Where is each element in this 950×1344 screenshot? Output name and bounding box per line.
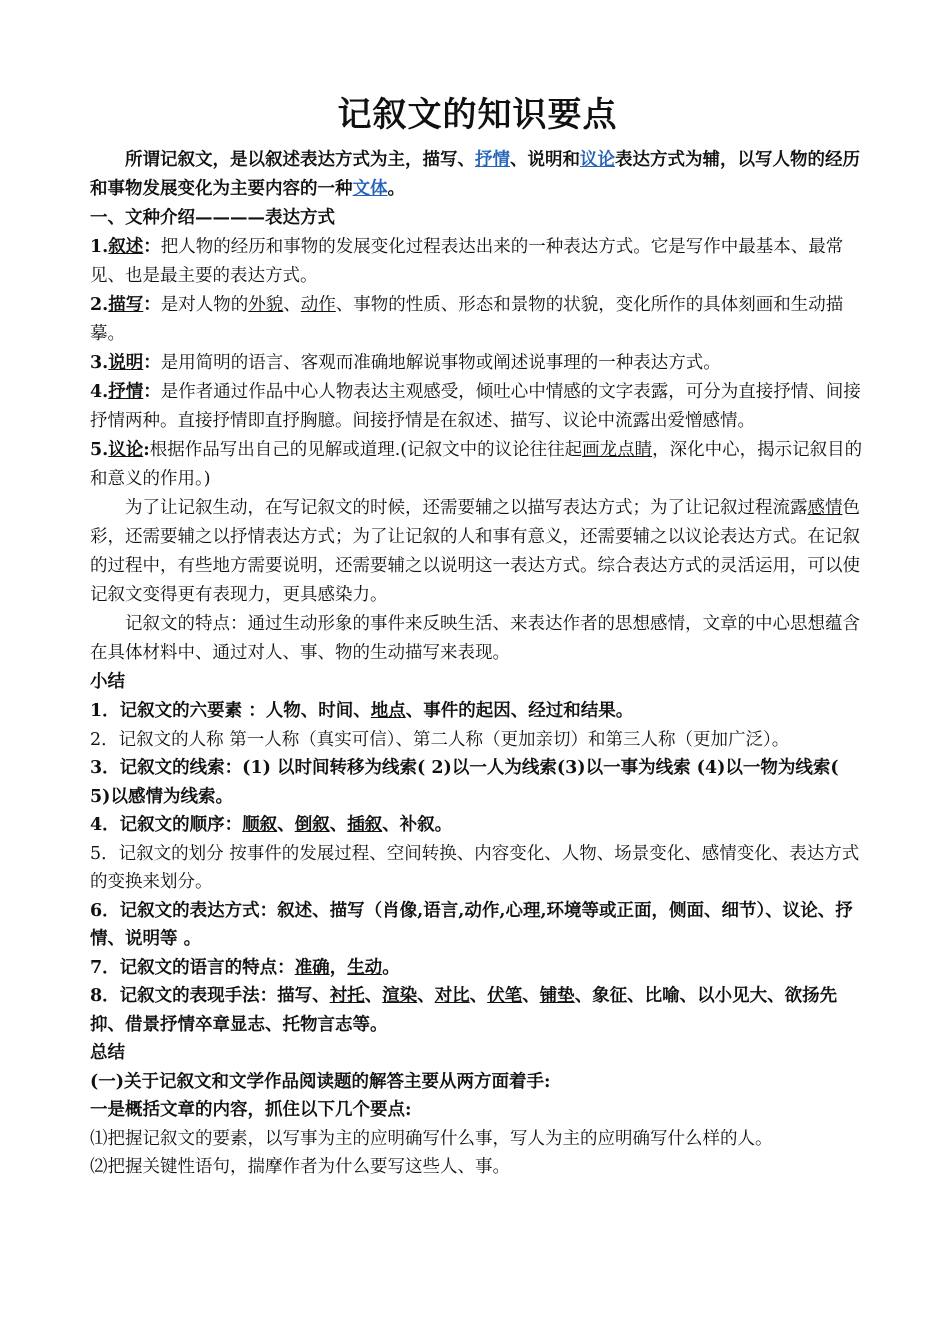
item-text: 是作者通过作品中心人物表达主观感受，倾吐心中情感的文字表露，可分为直接抒情、间接抒情两种。直接抒情即直抒胸臆。间接抒情是在叙述、描写、议论中流露出爱憎感情。 xyxy=(90,382,861,431)
underlined-term: 插叙 xyxy=(347,815,383,835)
summary-item: 6．记叙文的表达方式：叙述、描写（肖像,语言,动作,心理,环境等或正面，侧面、细节）、议论、抒情、说明等 。 xyxy=(90,900,853,949)
summary-text: 、事件的起因、经过和结果。 xyxy=(405,701,634,721)
item-colon: ： xyxy=(143,295,161,315)
summary-text: 、 xyxy=(522,986,540,1006)
underlined-term: 对比 xyxy=(434,986,470,1006)
conclusion-item: ⑵把握关键性语句，揣摩作者为什么要写这些人、事。 xyxy=(90,1157,510,1177)
summary-text: 、补叙。 xyxy=(382,815,453,835)
paragraph-text: 色彩，还需要辅之以抒情表达方式；为了让记叙的人和事有意义，还需要辅之以议论表达方式。在记叙的过程中，有些地方需要说明，还需要辅之以说明这一表达方式。综合表达方式的灵活运用，可以使记叙文变得更有表现力，更具感染力。 xyxy=(90,498,860,605)
underlined-term: 渲染 xyxy=(382,986,418,1006)
item-text: 、事物的性质、形态和景物的状貌，变化所作的具体刻画和生动描摹。 xyxy=(90,295,844,344)
item-colon: : xyxy=(143,440,150,460)
intro-text: 。 xyxy=(387,179,405,199)
section-heading: 一、文种介绍————表达方式 xyxy=(90,208,335,228)
summary-item: 5．记叙文的划分 按事件的发展过程、空间转换、内容变化、人物、场景变化、感情变化、表达方式的变换来划分。 xyxy=(90,843,860,892)
item-text: 是用简明的语言、客观而准确地解说事物或阐述说事理的一种表达方式。 xyxy=(160,353,721,373)
link-yilun[interactable]: 议论 xyxy=(580,150,615,170)
intro-text: 所谓记叙文，是以叙述表达方式为主，描写、 xyxy=(125,150,475,170)
underlined-term: 画龙点睛 xyxy=(582,440,653,460)
underlined-term: 衬托 xyxy=(329,986,365,1006)
summary-text: 4．记叙文的顺序： xyxy=(90,815,243,835)
intro-paragraph xyxy=(90,146,865,204)
underlined-term: 生动 xyxy=(347,957,383,978)
item-number: 3. xyxy=(90,353,109,373)
item-text: 把人物的经历和事物的发展变化过程表达出来的一种表达方式。它是写作中最基本、最常见、也是最主要的表达方式。 xyxy=(90,237,844,286)
summary-text: ， xyxy=(329,957,348,978)
item-term: 叙述 xyxy=(108,237,144,257)
summary-heading: 小结 xyxy=(90,672,125,692)
underlined-term: 准确 xyxy=(294,957,330,978)
summary-item xyxy=(90,811,865,840)
summary-text: 、 xyxy=(364,986,383,1006)
link-wenti[interactable]: 文体 xyxy=(352,179,388,199)
document-title: 记叙文的知识要点 xyxy=(337,95,618,135)
summary-item: 2．记叙文的人称 第一人称（真实可信）、第二人称（更加亲切）和第三人称（更加广泛）。 xyxy=(90,729,790,750)
underlined-term: 感情 xyxy=(807,498,843,518)
item-number: 1. xyxy=(90,237,109,257)
features-paragraph: 记叙文的特点：通过生动形象的事件来反映生活、来表达作者的思想感情，文章的中心思想蕴含在具体材料中、通过对人、事、物的生动描写来表现。 xyxy=(90,614,860,663)
summary-item xyxy=(90,954,865,983)
item-text: 是对人物的 xyxy=(160,295,249,315)
paragraph-text: 为了让记叙生动，在写记叙文的时候，还需要辅之以描写表达方式；为了让记叙过程流露 xyxy=(125,498,808,518)
item-colon: ： xyxy=(143,382,161,402)
item-lyric xyxy=(90,378,865,436)
underlined-term: 倒叙 xyxy=(294,815,330,835)
item-number: 4. xyxy=(90,382,109,402)
item-text: 、 xyxy=(283,295,301,315)
item-term: 说明 xyxy=(108,353,144,373)
summary-text: 、 xyxy=(329,815,348,835)
item-explanation xyxy=(90,349,865,378)
item-number: 2. xyxy=(90,295,109,315)
body-paragraph xyxy=(90,494,865,610)
document-page xyxy=(90,95,865,1182)
summary-text: 8．记叙文的表现手法：描写、 xyxy=(90,986,330,1006)
underlined-term: 铺垫 xyxy=(539,986,575,1006)
item-text: 根据作品写出自己的见解或道理.(记叙文中的议论往往起 xyxy=(149,440,583,460)
underlined-term: 动作 xyxy=(300,295,336,315)
item-colon: ： xyxy=(143,237,161,257)
intro-text: 、说明和 xyxy=(510,150,580,170)
summary-text: 。 xyxy=(382,957,400,978)
summary-text: 、象征、比喻、以小见大、欲扬先抑、借景抒情卒章显志、托物言志等。 xyxy=(90,986,838,1035)
conclusion-item: ⑴把握记叙文的要素，以写事为主的应明确写什么事，写人为主的应明确写什么样的人。 xyxy=(90,1128,773,1149)
conclusion-item: (一)关于记叙文和文学作品阅读题的解答主要从两方面着手: xyxy=(90,1071,551,1092)
summary-text: 、 xyxy=(417,986,435,1006)
item-number: 5. xyxy=(90,440,109,460)
link-shuqing[interactable]: 抒情 xyxy=(475,150,510,170)
item-text: ，深化中心，揭示记叙目的和意义的作用。) xyxy=(90,440,863,489)
item-narration xyxy=(90,233,865,291)
summary-item xyxy=(90,697,865,726)
underlined-term: 伏笔 xyxy=(487,986,523,1006)
underlined-term: 地点 xyxy=(370,701,406,721)
intro-text: 表达方式为辅，以写人物的经历和事物发展变化为主要内容的一种 xyxy=(90,150,860,199)
summary-item: 3．记叙文的线索：(1) 以时间转移为线索( 2)以一人为线索(3)以一事为线索 (4)以一物为线索( 5)以感情为线索。 xyxy=(90,758,839,807)
underlined-term: 外貌 xyxy=(248,295,284,315)
summary-item xyxy=(90,982,865,1039)
item-description xyxy=(90,291,865,349)
summary-text: 、 xyxy=(469,986,488,1006)
summary-text: 、 xyxy=(277,815,295,835)
item-term: 议论 xyxy=(108,440,144,460)
item-colon: ： xyxy=(143,353,161,373)
underlined-term: 顺叙 xyxy=(242,815,278,835)
item-term: 描写 xyxy=(108,295,144,315)
item-argument xyxy=(90,436,865,494)
item-term: 抒情 xyxy=(108,382,144,402)
conclusion-heading: 总结 xyxy=(90,1043,125,1063)
summary-text: 1．记叙文的六要素 ：人物、时间、 xyxy=(90,701,371,721)
conclusion-item: 一是概括文章的内容，抓住以下几个要点: xyxy=(90,1100,412,1120)
summary-text: 7．记叙文的语言的特点： xyxy=(90,957,295,978)
